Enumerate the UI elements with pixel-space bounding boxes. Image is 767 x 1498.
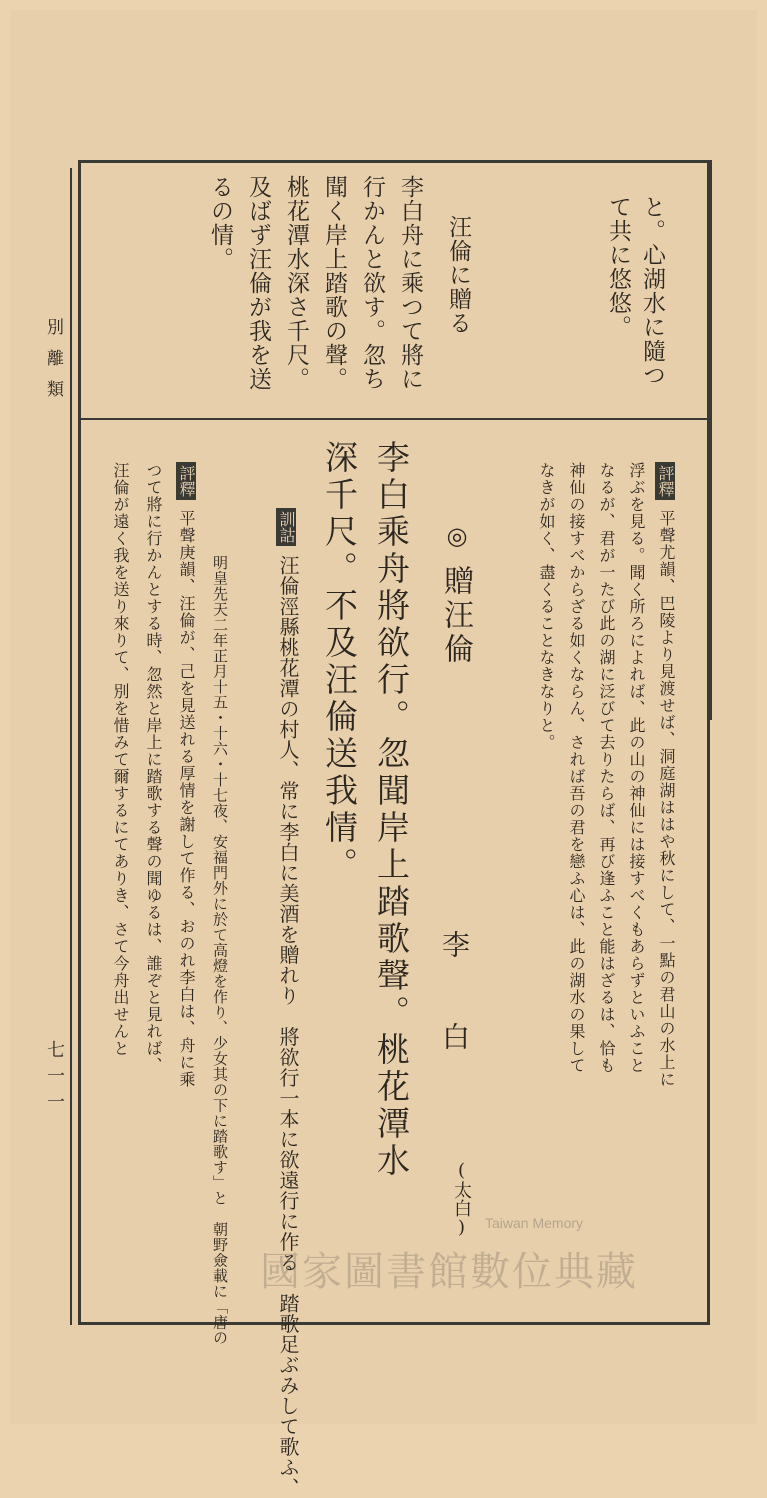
commentary-line: なきが如く、盡くることなきなりと。 [537, 462, 556, 751]
frame-right-rule [708, 160, 712, 720]
upper-left-line: 李白舟に乘つて將に [397, 175, 423, 391]
notes-line: 汪倫涇縣桃花潭の村人、常に李白に美酒を贈れり 將欲行一本に欲遠行に作る 踏歌足ぶみして歌ふ、 [276, 555, 300, 1498]
upper-left-line: るの情。 [207, 175, 233, 271]
poem-line: 李白乘舟將欲行。忽聞岸上踏歌聲。桃花潭水 [372, 440, 411, 1180]
commentary-line: 神仙の接すべからざる如くならん、されば吾の君を戀ふ心は、此の湖水の果して [567, 462, 586, 1074]
notes-label: 訓詁 [276, 508, 296, 546]
upper-right-line: て共に悠悠。 [605, 195, 631, 339]
commentary2-line: 汪倫が遠く我を送り來りて、別を惜みて爾するにてありき、さて今舟出せんと [111, 462, 130, 1057]
poem-author: 李 白 [438, 930, 471, 1068]
commentary-line: 平聲尤韻、巴陵より見渡せば、洞庭湖ははや秋にして、一點の君山の水上に [657, 510, 676, 1088]
poem-title: 贈汪倫 [438, 565, 473, 667]
upper-left-line: 聞く岸上踏歌の聲。 [321, 175, 347, 391]
commentary-line: 浮ぶを見る。聞く所ろによれば、此の山の神仙には接すべくもあらずといふこと [627, 462, 646, 1074]
upper-right-line: と。心湖水に隨つ [639, 195, 665, 387]
poem-mark: ◎ [443, 522, 471, 550]
notes-line: 明皇先天二年正月十五・十六・十七夜、安福門外に於て高燈を作り、少女其の下に踏歌す」と 朝野僉載に「唐の [211, 555, 229, 1346]
upper-left-line: 及ばず汪倫が我を送 [245, 175, 271, 391]
poem-line: 深千尺。不及汪倫送我情。 [320, 440, 359, 884]
section-divider [78, 418, 710, 420]
commentary2-label: 評釋 [176, 462, 196, 500]
commentary-line: なるが、君が一たび此の湖に泛びて去りたらば、再び逢ふこと能はざるは、恰も [597, 462, 616, 1074]
commentary2-line: つて將に行かんとする時、忽然と岸上に踏歌する聲の聞ゆるは、誰ぞと見れば、 [144, 462, 163, 1074]
upper-left-line: 桃花潭水深さ千尺。 [283, 175, 309, 391]
poem-author-note: (太白) [451, 1160, 472, 1238]
watermark: 國家圖書館數位典藏 [260, 1249, 638, 1295]
section-title: 別離類 [43, 318, 63, 411]
upper-left-line: 行かんと欲す。忽ち [359, 175, 385, 391]
commentary-label: 評釋 [655, 462, 675, 500]
commentary2-line: 平聲庚韻、汪倫が、己を見送れる厚情を謝して作る、おのれ李白は、舟に乘 [177, 510, 196, 1088]
watermark-sub: Taiwan Memory [485, 1215, 584, 1231]
upper-left-title: 汪倫に贈る [445, 215, 471, 335]
frame-left-rule [70, 168, 72, 1325]
page-number: 七一一 [44, 1040, 65, 1118]
